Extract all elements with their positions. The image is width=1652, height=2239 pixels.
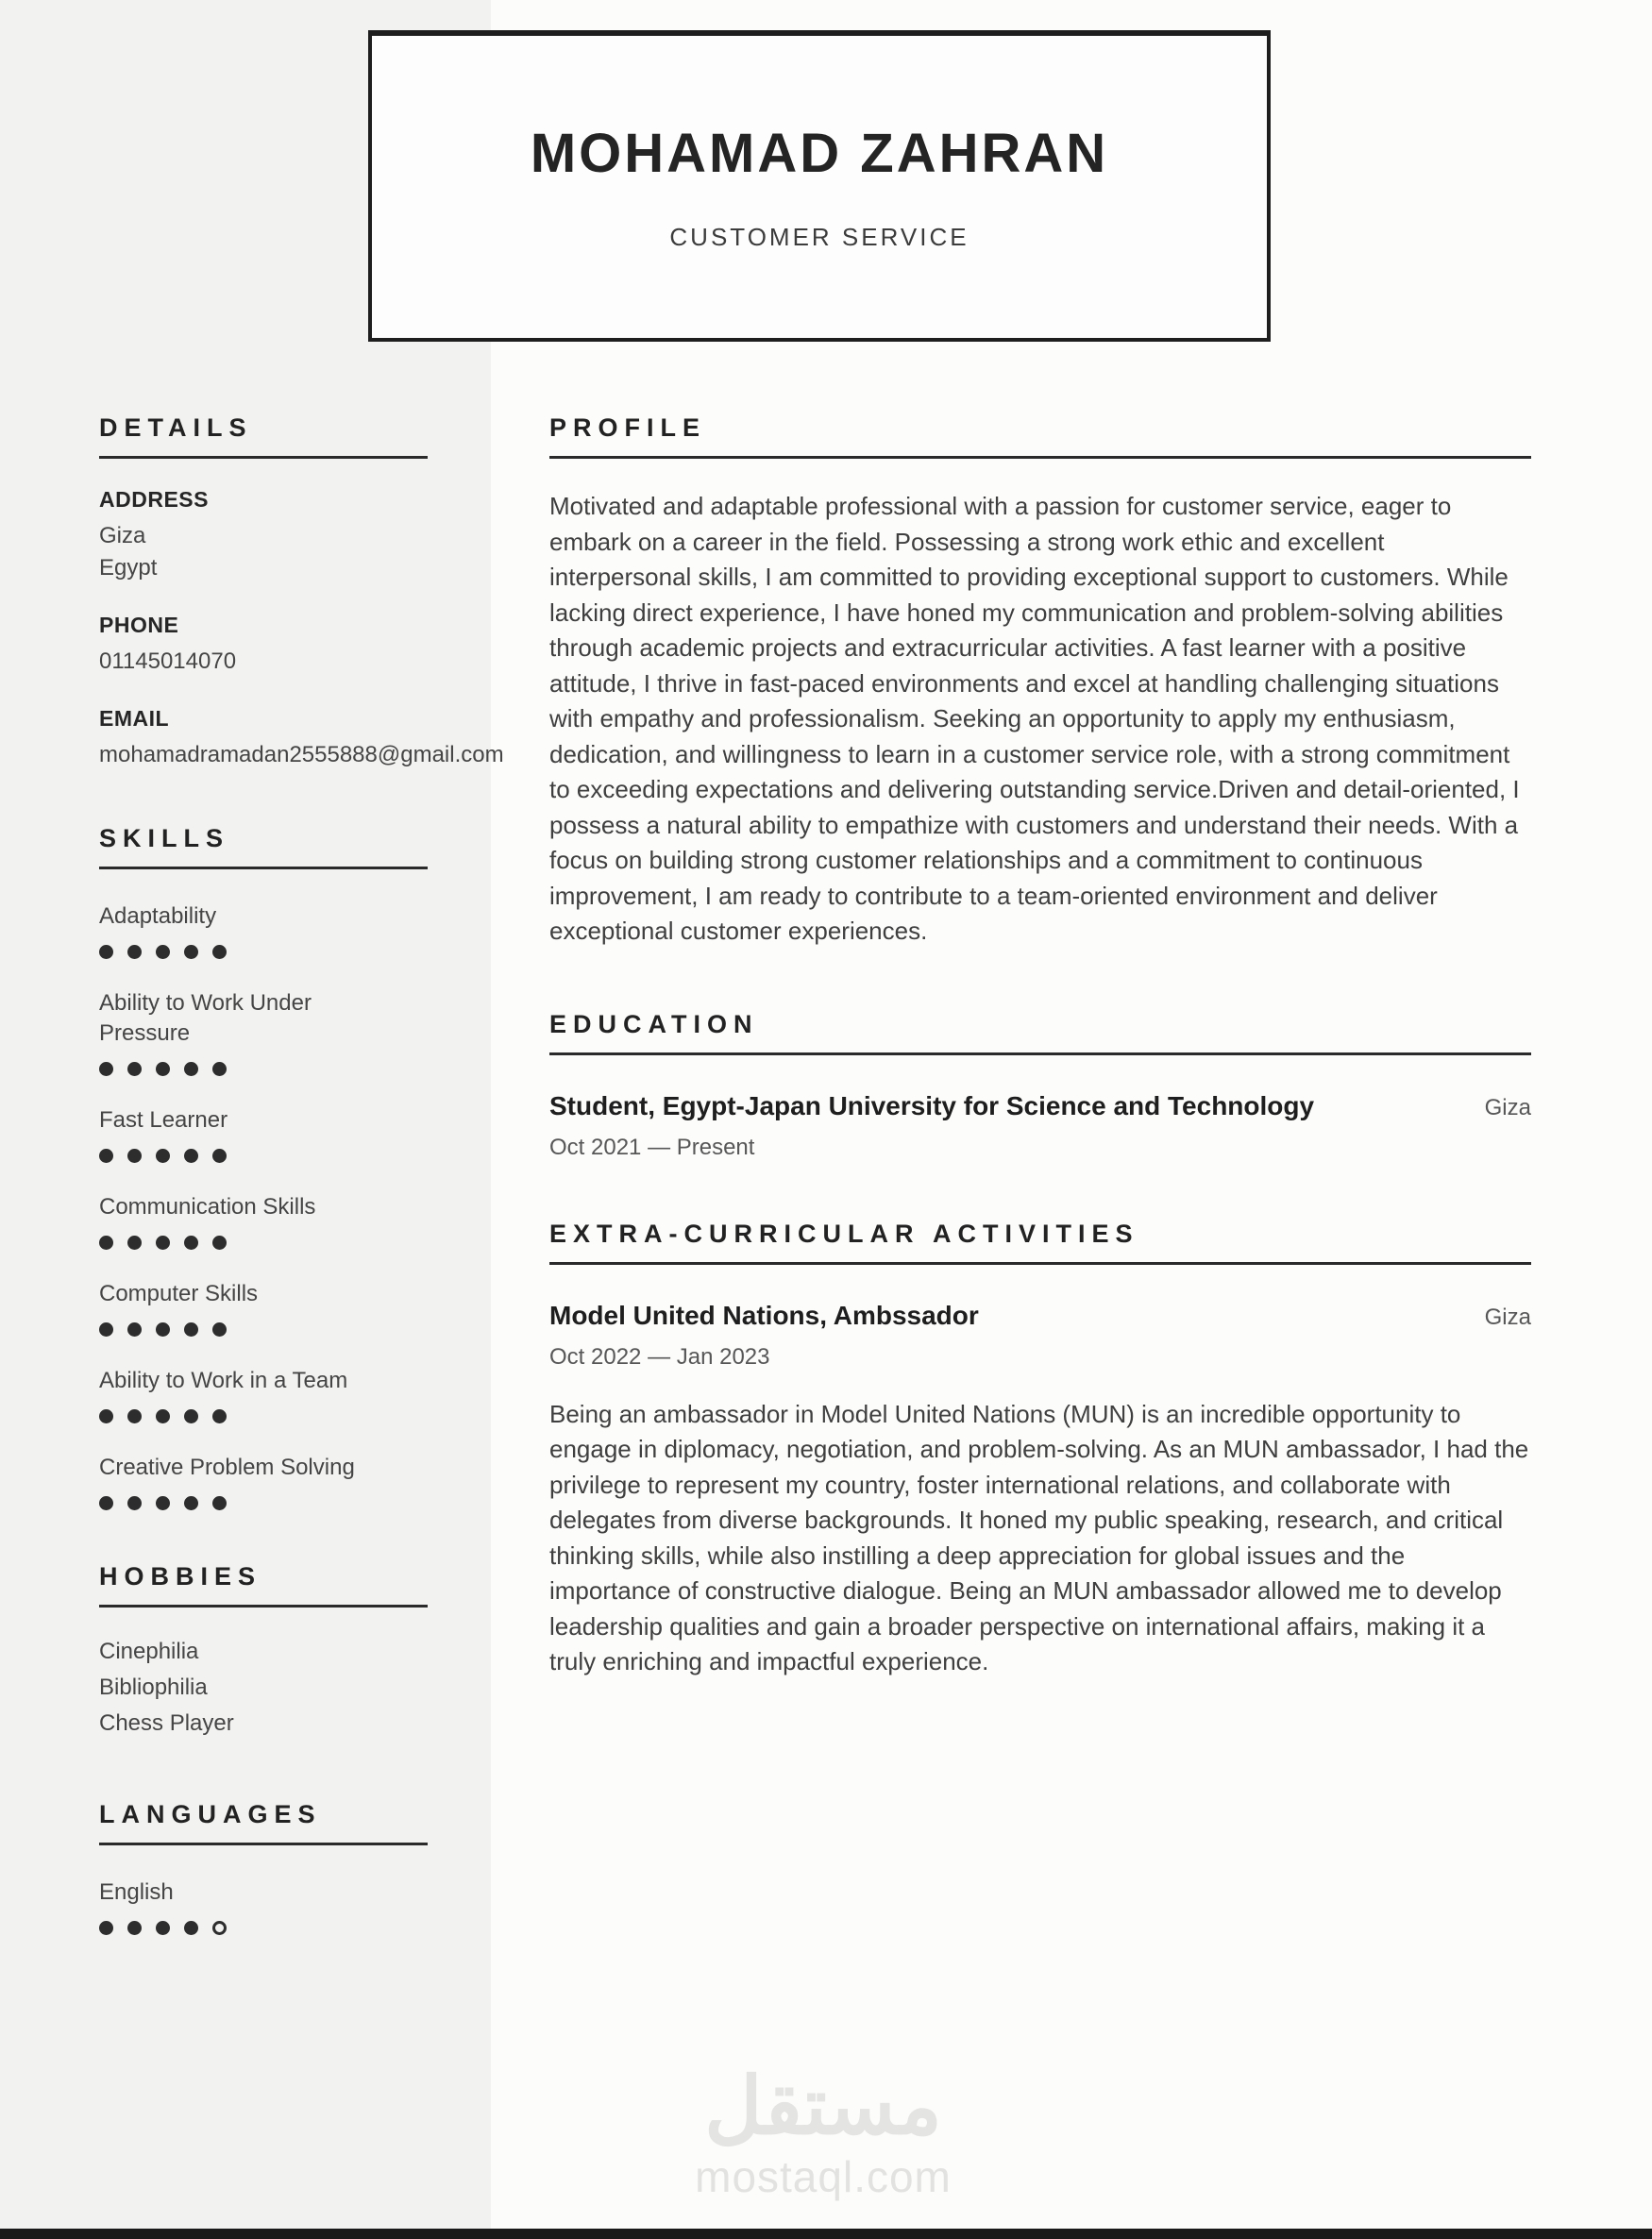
rating-dot-filled: [184, 1149, 198, 1163]
rating-dot-filled: [212, 1236, 227, 1250]
rating-dot-filled: [99, 1409, 113, 1423]
job-title: CUSTOMER SERVICE: [669, 223, 969, 251]
rating-dots: [99, 1149, 428, 1164]
skills-heading: SKILLS: [99, 824, 230, 852]
rating-dot-filled: [156, 1149, 170, 1163]
rated-item: [99, 1192, 428, 1251]
rated-item-name: Computer Skills: [99, 1281, 259, 1306]
watermark: [549, 2062, 1097, 2202]
rating-dots: [99, 1496, 428, 1511]
activities-list: [549, 1299, 1531, 1680]
hobbies-section: [99, 1562, 428, 1742]
rating-dot-filled: [156, 1236, 170, 1250]
education-heading: EDUCATION: [549, 1009, 759, 1038]
details-section: [99, 413, 504, 771]
rating-dot-filled: [184, 1496, 198, 1510]
rated-item-name: Ability to Work in a Team: [99, 1368, 348, 1393]
entry-head: [549, 1089, 1531, 1123]
rating-dot-filled: [184, 945, 198, 959]
hobbies-list: [99, 1634, 428, 1742]
rating-dots: [99, 1236, 428, 1251]
rating-dot-filled: [99, 1062, 113, 1076]
rating-dot-filled: [127, 1496, 142, 1510]
rated-item: [99, 1105, 428, 1164]
languages-section: [99, 1800, 428, 1936]
rated-item: [99, 1877, 428, 1936]
skills-section: [99, 824, 428, 1511]
rating-dot-filled: [212, 1496, 227, 1510]
phone-value: 01145014070: [99, 648, 237, 674]
page-bottom-edge: [0, 2229, 1652, 2239]
languages-heading: LANGUAGES: [99, 1800, 322, 1828]
rated-item-name: English: [99, 1879, 174, 1905]
languages-rule: [99, 1843, 428, 1845]
rating-dot-filled: [156, 1409, 170, 1423]
languages-list: [99, 1877, 428, 1936]
rated-item-name: Adaptability: [99, 903, 217, 929]
rating-dot-filled: [184, 1322, 198, 1337]
rating-dot-filled: [99, 1149, 113, 1163]
main-column: [549, 413, 1531, 1680]
rating-dot-filled: [156, 1496, 170, 1510]
entry-title: Model United Nations, Ambssador: [549, 1300, 979, 1330]
rating-dot-filled: [156, 945, 170, 959]
rating-dot-filled: [127, 1322, 142, 1337]
email-value: mohamadramadan2555888@gmail.com: [99, 742, 504, 767]
address-line-city: Giza: [99, 523, 146, 548]
address-line-country: Egypt: [99, 555, 158, 581]
entry-dates: Oct 2021 — Present: [549, 1134, 755, 1160]
rating-dot-filled: [212, 1322, 227, 1337]
rating-dot-filled: [156, 1062, 170, 1076]
hobby-item: Bibliophilia: [99, 1675, 208, 1700]
phone-group: [99, 613, 428, 678]
rating-dots: [99, 1322, 428, 1338]
profile-rule: [549, 456, 1531, 459]
education-section: [549, 1010, 1531, 1161]
rating-dot-filled: [127, 1236, 142, 1250]
rating-dot-filled: [99, 945, 113, 959]
rating-dots: [99, 945, 428, 960]
rating-dot-filled: [99, 1921, 113, 1935]
person-name: MOHAMAD ZAHRAN: [530, 123, 1109, 184]
phone-label: PHONE: [99, 613, 179, 637]
entry-dates: Oct 2022 — Jan 2023: [549, 1343, 770, 1370]
rating-dot-filled: [127, 1921, 142, 1935]
rating-dots: [99, 1409, 428, 1424]
rating-dot-filled: [184, 1409, 198, 1423]
activities-heading: EXTRA-CURRICULAR ACTIVITIES: [549, 1219, 1139, 1248]
rated-item: [99, 1453, 428, 1511]
watermark-domain: mostaql.com: [695, 2152, 952, 2202]
address-label: ADDRESS: [99, 487, 209, 512]
education-rule: [549, 1052, 1531, 1055]
activities-section: [549, 1220, 1531, 1680]
entry-location: Giza: [1484, 1304, 1531, 1330]
email-label: EMAIL: [99, 706, 170, 731]
rating-dot-filled: [99, 1322, 113, 1337]
rating-dot-filled: [127, 1062, 142, 1076]
rating-dots: [99, 1062, 428, 1077]
entry-location: Giza: [1484, 1094, 1531, 1120]
rated-item: [99, 1366, 428, 1424]
rating-dot-filled: [127, 945, 142, 959]
rated-item-name: Communication Skills: [99, 1194, 316, 1220]
entry-head: [549, 1299, 1531, 1333]
rating-dot-filled: [184, 1236, 198, 1250]
rating-dot-filled: [127, 1149, 142, 1163]
email-group: [99, 706, 504, 771]
rated-item-name: Ability to Work Under Pressure: [99, 990, 312, 1046]
entry-description: Being an ambassador in Model United Nations (MUN) is an incredible opportunity to engage in diplomacy, negotiation, and problem-solving. As an MUN ambassador, I had the privilege to represent my country, foster international relations, and collaborate with delegates from diverse backgrounds. It honed my public speaking, research, and critical thinking skills, while also instilling a deep appreciation for global issues and the importance of constructive dialogue. Being an MUN ambassador allowed me to develop leadership qualities and gain a broader perspective on international affairs, making it a truly enriching and impactful experience.: [549, 1399, 1529, 1675]
rating-dot-filled: [212, 1149, 227, 1163]
rating-dot-empty: [212, 1921, 227, 1935]
hobbies-heading: HOBBIES: [99, 1562, 262, 1591]
header-box: [368, 30, 1271, 342]
rating-dot-filled: [212, 945, 227, 959]
rated-item: [99, 901, 428, 960]
address-group: [99, 487, 428, 584]
education-list: [549, 1089, 1531, 1161]
rating-dots: [99, 1921, 428, 1936]
rating-dot-filled: [156, 1322, 170, 1337]
rated-item: [99, 1279, 428, 1338]
hobby-item: Cinephilia: [99, 1639, 199, 1664]
profile-text: Motivated and adaptable professional with a passion for customer service, eager to embark on a career in the field. Possessing a strong work ethic and excellent interpersonal skills, I am committed to providing exceptional support to customers. While lacking direct experience, I have honed my communication and problem-solving abilities through academic projects and extracurricular activities. A fast learner with a positive attitude, I thrive in fast-paced environments and excel at handling challenging situations with empathy and professionalism. Seeking an opportunity to apply my enthusiasm, dedication, and willingness to learn in a customer service role, with a strong commitment to exceeding expectations and delivering outstanding service.Driven and detail-oriented, I possess a natural ability to empathize with customers and understand their needs. With a focus on building strong customer relationships and a commitment to continuous improvement, I am ready to contribute to a team-oriented environment and deliver exceptional customer experiences.: [549, 492, 1520, 945]
rated-item-name: Fast Learner: [99, 1107, 228, 1133]
address-value: [99, 520, 428, 584]
profile-section: [549, 413, 1531, 950]
details-rule: [99, 456, 428, 459]
hobbies-rule: [99, 1605, 428, 1608]
skills-rule: [99, 867, 428, 869]
profile-heading: PROFILE: [549, 413, 707, 442]
resume-entry: [549, 1089, 1531, 1161]
details-heading: DETAILS: [99, 413, 253, 442]
rating-dot-filled: [127, 1409, 142, 1423]
rating-dot-filled: [99, 1496, 113, 1510]
entry-title: Student, Egypt-Japan University for Science and Technology: [549, 1090, 1315, 1120]
hobby-item: Chess Player: [99, 1710, 234, 1736]
rating-dot-filled: [212, 1409, 227, 1423]
rating-dot-filled: [184, 1062, 198, 1076]
rating-dot-filled: [184, 1921, 198, 1935]
rating-dot-filled: [212, 1062, 227, 1076]
rated-item-name: Creative Problem Solving: [99, 1455, 355, 1480]
rating-dot-filled: [99, 1236, 113, 1250]
sidebar: [99, 413, 504, 1964]
rating-dot-filled: [156, 1921, 170, 1935]
skills-list: [99, 901, 428, 1511]
activities-rule: [549, 1262, 1531, 1265]
resume-entry: [549, 1299, 1531, 1680]
rated-item: [99, 988, 428, 1077]
watermark-arabic-logo: مستقل: [704, 2062, 942, 2150]
